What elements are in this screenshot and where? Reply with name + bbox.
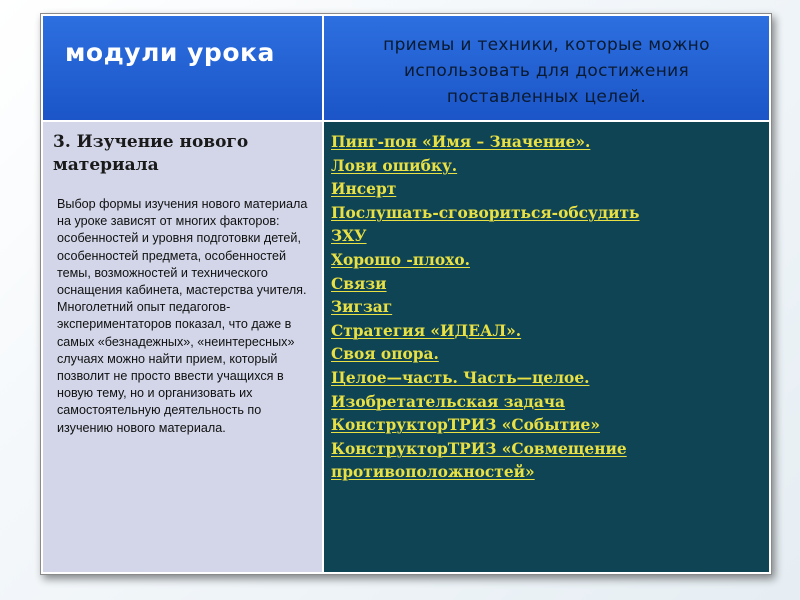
technique-link[interactable]: Изобретательская задача: [331, 392, 566, 411]
technique-link[interactable]: КонструкторТРИЗ «Совмещение: [331, 439, 627, 458]
technique-link[interactable]: Целое—часть. Часть—целое.: [331, 368, 590, 387]
description-paragraph-2: Многолетний опыт педагогов-экспериментаторов показал, что даже в самых «безнадежных», «неинтересных» случаях можно найти прием, который позволит не просто ввести учащихся в новую тему, но и организовать их самостоятельную деятельность по изучению нового материала.: [57, 300, 295, 435]
header-techniques-line-3: поставленных целей.: [446, 87, 647, 107]
technique-link[interactable]: Послушать-сговориться-обсудить: [331, 203, 640, 222]
header-cell-techniques: [324, 16, 769, 120]
header-techniques-line-1: приемы и техники, которые можно: [383, 35, 710, 55]
header-techniques-line-2: использовать для достижения: [404, 61, 689, 81]
module-cell: [43, 122, 322, 572]
technique-link[interactable]: КонструкторТРИЗ «Событие»: [331, 416, 600, 435]
technique-link[interactable]: Стратегия «ИДЕАЛ».: [331, 321, 522, 340]
header-modules-label: модули урока: [65, 38, 275, 67]
technique-link[interactable]: Своя опора.: [331, 345, 439, 364]
techniques-cell: [324, 122, 769, 572]
technique-link[interactable]: Лови ошибку.: [331, 156, 458, 175]
module-description: [57, 196, 319, 437]
technique-link[interactable]: Хорошо -плохо.: [331, 250, 470, 269]
technique-link[interactable]: Зигзаг: [331, 298, 393, 317]
techniques-list: [331, 131, 761, 485]
technique-link[interactable]: Пинг-пон «Имя – Значение».: [331, 133, 591, 151]
description-paragraph-1: Выбор формы изучения нового материала на уроке зависят от многих факторов: особенностей и уровня подготовки детей, особенностей предмета, особенностей темы, возможностей и технического оснащения кабинета, мастерства учителя.: [57, 197, 308, 298]
technique-link[interactable]: Инсерт: [331, 180, 397, 199]
technique-link[interactable]: Связи: [331, 274, 387, 293]
slide-table: [40, 13, 772, 575]
header-cell-modules: [43, 16, 322, 120]
header-techniques-label: [334, 32, 759, 110]
technique-link[interactable]: ЗХУ: [331, 227, 367, 246]
technique-link[interactable]: противоположностей»: [331, 463, 535, 482]
module-title: 3. Изучение нового материала: [53, 132, 249, 175]
